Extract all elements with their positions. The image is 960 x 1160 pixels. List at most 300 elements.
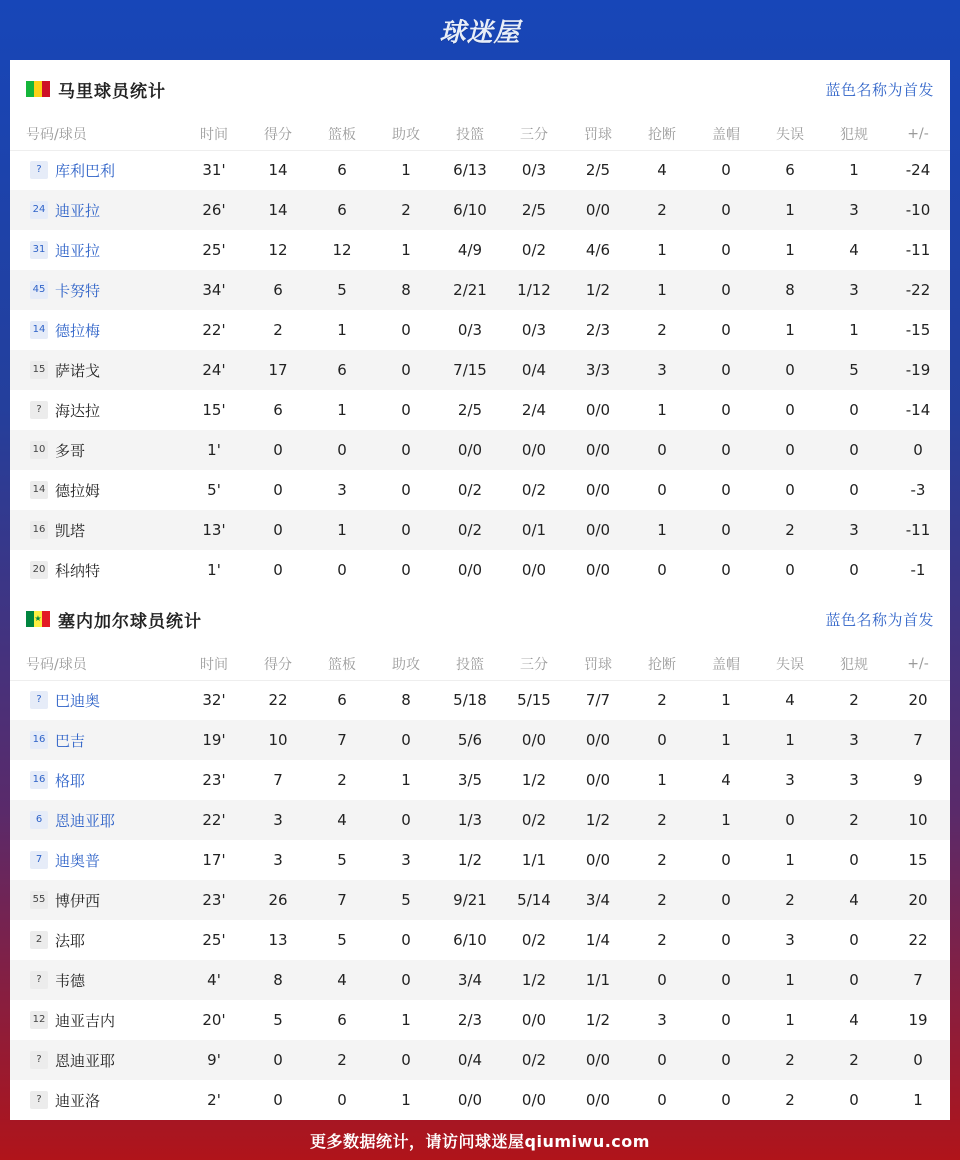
stat-cell: 2 bbox=[758, 880, 822, 920]
stat-cell: 12 bbox=[332, 241, 352, 259]
player-cell bbox=[10, 960, 182, 1000]
player-cell bbox=[10, 350, 182, 390]
stat-cell: 0 bbox=[630, 720, 694, 760]
stat-cell: 17 bbox=[246, 350, 310, 390]
stat-cell: 5/14 bbox=[502, 880, 566, 920]
stat-cell: 0 bbox=[886, 430, 950, 470]
stat-cell: 0/0 bbox=[585, 561, 611, 579]
stat-cell: 0/0 bbox=[566, 720, 630, 760]
stat-cell: 5' bbox=[207, 481, 221, 499]
stat-cell: 0 bbox=[310, 430, 374, 470]
stat-cell: 0 bbox=[721, 161, 731, 180]
player-cell bbox=[10, 880, 182, 920]
stat-cell: 2 bbox=[849, 691, 859, 710]
stat-cell: 17' bbox=[202, 851, 226, 869]
stat-cell: 5 bbox=[310, 270, 374, 310]
player-name: 迪奥普 bbox=[55, 851, 101, 870]
stat-cell: 0 bbox=[886, 1040, 950, 1080]
stat-cell: 2 bbox=[822, 800, 886, 840]
stat-cell: 2 bbox=[374, 190, 438, 230]
stat-cell: 0 bbox=[822, 430, 886, 470]
stat-cell: 1 bbox=[694, 720, 758, 760]
stat-cell: 15' bbox=[202, 401, 226, 419]
stat-cell: 1/2 bbox=[566, 800, 630, 840]
player-row bbox=[10, 310, 950, 350]
stat-cell: 0 bbox=[630, 960, 694, 1000]
stat-cell: 1 bbox=[758, 190, 822, 230]
section-title: 塞内加尔球员统计 bbox=[58, 611, 202, 632]
stat-cell: 26' bbox=[182, 190, 246, 230]
stat-cell: -14 bbox=[905, 401, 931, 419]
stat-cell: 3 bbox=[630, 350, 694, 390]
stat-cell: 0/0 bbox=[585, 1091, 611, 1109]
player-cell bbox=[10, 550, 182, 590]
stat-cell: 0 bbox=[401, 561, 411, 579]
column-header: 号码/球员 bbox=[26, 656, 87, 673]
stat-cell: 13' bbox=[182, 510, 246, 550]
player-name: 巴吉 bbox=[55, 731, 86, 750]
stat-cell: 6 bbox=[337, 1011, 347, 1029]
player-row bbox=[10, 270, 950, 310]
player-cell bbox=[10, 230, 182, 270]
stat-cell: 0/2 bbox=[502, 1040, 566, 1080]
stat-cell: 9/21 bbox=[438, 880, 502, 920]
column-header: 罚球 bbox=[584, 126, 612, 143]
stat-cell: 0/2 bbox=[521, 481, 547, 499]
player-row bbox=[10, 840, 950, 880]
stat-cell: 0/4 bbox=[502, 350, 566, 390]
stat-cell: 7 bbox=[886, 960, 950, 1000]
stat-cell: 1 bbox=[337, 401, 347, 419]
stat-cell: 8 bbox=[401, 691, 411, 710]
jersey-number-badge: 16 bbox=[30, 771, 48, 789]
stat-cell: 2/5 bbox=[502, 190, 566, 230]
stat-cell: 5 bbox=[374, 880, 438, 920]
jersey-number-badge: ? bbox=[30, 691, 48, 709]
player-row bbox=[10, 150, 950, 190]
stat-cell: 6 bbox=[310, 190, 374, 230]
stat-cell: 9 bbox=[913, 771, 923, 789]
stat-cell: 0 bbox=[273, 1091, 283, 1109]
stat-cell: 0 bbox=[630, 430, 694, 470]
player-name: 韦德 bbox=[55, 971, 86, 990]
jersey-number-badge: 14 bbox=[30, 481, 48, 499]
stat-cell: 6/10 bbox=[438, 190, 502, 230]
stat-cell: 0/0 bbox=[585, 401, 611, 419]
column-header: 时间 bbox=[200, 656, 228, 673]
jersey-number-badge: ? bbox=[30, 1051, 48, 1069]
jersey-number-badge: 14 bbox=[30, 321, 48, 339]
column-header: 三分 bbox=[520, 656, 548, 673]
stat-cell: 0/0 bbox=[457, 1091, 483, 1109]
stat-cell: 1' bbox=[182, 430, 246, 470]
stat-cell: 0 bbox=[721, 561, 731, 579]
stat-cell: 1 bbox=[758, 960, 822, 1000]
column-header: 三分 bbox=[520, 126, 548, 143]
stat-cell: 0 bbox=[849, 851, 859, 869]
stat-cell: 2 bbox=[822, 1040, 886, 1080]
stat-cell: 1 bbox=[785, 241, 795, 259]
stat-cell: 0 bbox=[694, 270, 758, 310]
stat-cell: 0 bbox=[273, 561, 283, 579]
stat-cell: 1 bbox=[758, 720, 822, 760]
column-header: 罚球 bbox=[584, 656, 612, 673]
stat-cell: 1/1 bbox=[521, 851, 547, 869]
stat-cell: 0 bbox=[374, 430, 438, 470]
player-cell bbox=[10, 150, 182, 190]
stat-cell: 23' bbox=[202, 771, 226, 789]
player-cell bbox=[10, 720, 182, 760]
stat-cell: 1/1 bbox=[566, 960, 630, 1000]
stat-cell: 0 bbox=[694, 430, 758, 470]
player-name: 海达拉 bbox=[55, 401, 101, 420]
player-name: 法耶 bbox=[55, 931, 86, 950]
footer-banner: 更多数据统计，请访问球迷屋qiumiwu.com bbox=[310, 1131, 650, 1151]
stat-cell: 0 bbox=[374, 720, 438, 760]
player-row bbox=[10, 1000, 950, 1040]
stat-cell: 22 bbox=[908, 931, 928, 949]
stat-cell: 20 bbox=[908, 691, 928, 710]
stat-cell: 14 bbox=[268, 161, 288, 180]
stat-cell: 0 bbox=[401, 321, 411, 339]
column-header: 篮板 bbox=[328, 656, 356, 673]
stat-cell: 6 bbox=[337, 691, 347, 710]
stat-cell: 0 bbox=[374, 350, 438, 390]
jersey-number-badge: 45 bbox=[30, 281, 48, 299]
stat-cell: -22 bbox=[886, 270, 950, 310]
column-header: 犯规 bbox=[840, 656, 868, 673]
stat-cell: 3 bbox=[785, 771, 795, 789]
stat-cell: 19' bbox=[182, 720, 246, 760]
column-header: 犯规 bbox=[840, 126, 868, 143]
stat-cell: 0 bbox=[721, 241, 731, 259]
player-stats-table bbox=[10, 118, 950, 590]
stat-cell: 3 bbox=[822, 190, 886, 230]
stat-cell: 3/4 bbox=[566, 880, 630, 920]
stat-cell: 6/10 bbox=[453, 931, 487, 949]
stat-cell: 0/0 bbox=[585, 851, 611, 869]
stat-cell: 0 bbox=[273, 481, 283, 499]
stats-panel bbox=[10, 60, 950, 1120]
stat-cell: 0 bbox=[785, 561, 795, 579]
player-name: 卡努特 bbox=[55, 281, 101, 300]
stat-cell: 0 bbox=[849, 931, 859, 949]
stat-cell: 1 bbox=[630, 510, 694, 550]
stat-cell: 1/2 bbox=[457, 851, 483, 869]
section-title: 马里球员统计 bbox=[58, 81, 166, 102]
jersey-number-badge: 20 bbox=[30, 561, 48, 579]
jersey-number-badge: 10 bbox=[30, 441, 48, 459]
stat-cell: 0 bbox=[401, 931, 411, 949]
stat-cell: 0 bbox=[721, 321, 731, 339]
stat-cell: 3/3 bbox=[566, 350, 630, 390]
stat-cell: 2 bbox=[630, 880, 694, 920]
stat-cell: 4 bbox=[785, 691, 795, 710]
stat-cell: 0 bbox=[721, 931, 731, 949]
jersey-number-badge: 31 bbox=[30, 241, 48, 259]
stat-cell: 0 bbox=[374, 800, 438, 840]
stat-cell: 1 bbox=[785, 851, 795, 869]
player-row bbox=[10, 230, 950, 270]
stat-cell: 4 bbox=[849, 241, 859, 259]
jersey-number-badge: ? bbox=[30, 1091, 48, 1109]
stat-cell: 2/5 bbox=[585, 161, 611, 180]
player-row bbox=[10, 390, 950, 430]
stat-cell: 2 bbox=[273, 321, 283, 339]
stat-cell: 31' bbox=[202, 161, 226, 180]
stat-cell: 0 bbox=[758, 430, 822, 470]
player-row bbox=[10, 880, 950, 920]
stat-cell: 1/2 bbox=[566, 270, 630, 310]
column-header: 抢断 bbox=[648, 126, 676, 143]
stat-cell: 0 bbox=[758, 350, 822, 390]
column-header: 投篮 bbox=[456, 126, 484, 143]
stat-cell: 5 bbox=[822, 350, 886, 390]
stat-cell: 25' bbox=[202, 241, 226, 259]
jersey-number-badge: 55 bbox=[30, 891, 48, 909]
jersey-number-badge: 6 bbox=[30, 811, 48, 829]
stat-cell: 3 bbox=[246, 800, 310, 840]
player-row bbox=[10, 550, 950, 590]
stat-cell: 9' bbox=[182, 1040, 246, 1080]
stat-cell: 4 bbox=[822, 880, 886, 920]
stat-cell: 1/2 bbox=[585, 1011, 611, 1029]
player-cell bbox=[10, 1000, 182, 1040]
stat-cell: 0/3 bbox=[521, 321, 547, 339]
player-cell bbox=[10, 310, 182, 350]
column-header: 盖帽 bbox=[712, 126, 740, 143]
stat-cell: 0 bbox=[337, 561, 347, 579]
stat-cell: 0 bbox=[694, 190, 758, 230]
stat-cell: 3/5 bbox=[457, 771, 483, 789]
table-header-row bbox=[10, 648, 950, 680]
stat-cell: 0 bbox=[721, 481, 731, 499]
jersey-number-badge: 2 bbox=[30, 931, 48, 949]
stat-cell: 0/0 bbox=[502, 720, 566, 760]
stat-cell: 6 bbox=[337, 161, 347, 180]
stat-cell: 0 bbox=[849, 561, 859, 579]
player-row bbox=[10, 680, 950, 720]
stat-cell: 2/3 bbox=[585, 321, 611, 339]
stat-cell: 2/5 bbox=[457, 401, 483, 419]
stat-cell: 2 bbox=[657, 321, 667, 339]
stat-cell: 3/4 bbox=[438, 960, 502, 1000]
stat-cell: 10 bbox=[246, 720, 310, 760]
stat-cell: 6 bbox=[785, 161, 795, 180]
stat-cell: 2 bbox=[785, 1091, 795, 1109]
player-name: 萨诺戈 bbox=[55, 361, 101, 380]
site-logo: 球迷屋 bbox=[439, 17, 521, 48]
stat-cell: 0 bbox=[246, 510, 310, 550]
stat-cell: 1 bbox=[785, 1011, 795, 1029]
stat-cell: 4 bbox=[310, 960, 374, 1000]
stat-cell: 0/1 bbox=[502, 510, 566, 550]
stat-cell: 2 bbox=[310, 1040, 374, 1080]
stat-cell: 1 bbox=[785, 321, 795, 339]
player-cell bbox=[10, 270, 182, 310]
stat-cell: 0 bbox=[694, 510, 758, 550]
player-row bbox=[10, 190, 950, 230]
stat-cell: 0 bbox=[630, 1040, 694, 1080]
stat-cell: 0 bbox=[401, 481, 411, 499]
stat-cell: 20' bbox=[202, 1011, 226, 1029]
stat-cell: 1 bbox=[721, 691, 731, 710]
stat-cell: 8 bbox=[246, 960, 310, 1000]
stat-cell: 2 bbox=[657, 931, 667, 949]
player-row bbox=[10, 510, 950, 550]
player-cell bbox=[10, 840, 182, 880]
stat-cell: 0 bbox=[785, 401, 795, 419]
stat-cell: 3 bbox=[337, 481, 347, 499]
stat-cell: 1/3 bbox=[438, 800, 502, 840]
stat-cell: 2' bbox=[207, 1091, 221, 1109]
player-name: 巴迪奥 bbox=[55, 691, 101, 710]
stat-cell: 22 bbox=[268, 691, 288, 710]
player-cell bbox=[10, 800, 182, 840]
stat-cell: -3 bbox=[910, 481, 926, 499]
stat-cell: 1 bbox=[657, 241, 667, 259]
stat-cell: 0/3 bbox=[457, 321, 483, 339]
stat-cell: 7/7 bbox=[585, 691, 611, 710]
stat-cell: 6 bbox=[246, 270, 310, 310]
stat-cell: -19 bbox=[886, 350, 950, 390]
stat-cell: 3 bbox=[822, 720, 886, 760]
stat-cell: 5 bbox=[337, 851, 347, 869]
stat-cell: 0/0 bbox=[566, 190, 630, 230]
player-row bbox=[10, 1080, 950, 1120]
stat-cell: 0 bbox=[401, 401, 411, 419]
player-cell bbox=[10, 760, 182, 800]
stat-cell: 2 bbox=[657, 691, 667, 710]
stat-cell: 0/2 bbox=[521, 241, 547, 259]
stat-cell: 2 bbox=[758, 510, 822, 550]
stat-cell: 0 bbox=[849, 481, 859, 499]
stat-cell: -11 bbox=[886, 510, 950, 550]
stat-cell: 22' bbox=[202, 321, 226, 339]
stat-cell: 1 bbox=[913, 1091, 923, 1109]
stat-cell: 1 bbox=[337, 321, 347, 339]
stat-cell: 0 bbox=[758, 800, 822, 840]
player-name: 库利巴利 bbox=[55, 161, 116, 180]
stat-cell: 3 bbox=[657, 1011, 667, 1029]
player-row bbox=[10, 720, 950, 760]
stat-cell: 5/15 bbox=[517, 691, 551, 710]
column-header: 篮板 bbox=[328, 126, 356, 143]
stat-cell: 2 bbox=[630, 800, 694, 840]
column-header: +/- bbox=[907, 655, 929, 672]
jersey-number-badge: ? bbox=[30, 401, 48, 419]
starter-legend: 蓝色名称为首发 bbox=[825, 80, 934, 99]
stat-cell: 4 bbox=[849, 1011, 859, 1029]
stat-cell: 2/3 bbox=[457, 1011, 483, 1029]
column-header: 失误 bbox=[776, 656, 804, 673]
stat-cell: 5/6 bbox=[438, 720, 502, 760]
stat-cell: 20 bbox=[886, 880, 950, 920]
jersey-number-badge: 7 bbox=[30, 851, 48, 869]
stat-cell: 0 bbox=[657, 561, 667, 579]
column-header: 失误 bbox=[776, 126, 804, 143]
stat-cell: -10 bbox=[886, 190, 950, 230]
stat-cell: 1 bbox=[657, 771, 667, 789]
stat-cell: 1 bbox=[657, 401, 667, 419]
stat-cell: 0/0 bbox=[521, 561, 547, 579]
stat-cell: 0 bbox=[721, 851, 731, 869]
stat-cell: 1 bbox=[630, 270, 694, 310]
stat-cell: 2 bbox=[337, 771, 347, 789]
stat-cell: 0/0 bbox=[585, 771, 611, 789]
stat-cell: 0/2 bbox=[521, 931, 547, 949]
section-header bbox=[10, 590, 950, 648]
stat-cell: 0 bbox=[822, 960, 886, 1000]
player-row bbox=[10, 960, 950, 1000]
player-name: 迪亚洛 bbox=[55, 1091, 101, 1110]
stat-cell: 22' bbox=[182, 800, 246, 840]
section-header bbox=[10, 60, 950, 118]
player-row bbox=[10, 350, 950, 390]
stat-cell: 7 bbox=[886, 720, 950, 760]
table-header-row bbox=[10, 118, 950, 150]
column-header: 投篮 bbox=[456, 656, 484, 673]
column-header: 时间 bbox=[200, 126, 228, 143]
player-name: 德拉梅 bbox=[55, 321, 101, 340]
stat-cell: 0/4 bbox=[438, 1040, 502, 1080]
stat-cell: 1/4 bbox=[585, 931, 611, 949]
stat-cell: 0 bbox=[246, 430, 310, 470]
stat-cell: 1/12 bbox=[502, 270, 566, 310]
jersey-number-badge: ? bbox=[30, 971, 48, 989]
player-name: 多哥 bbox=[55, 441, 86, 460]
stat-cell: 0 bbox=[657, 481, 667, 499]
stat-cell: 7 bbox=[273, 771, 283, 789]
stat-cell: 0 bbox=[721, 1091, 731, 1109]
player-name: 恩迪亚耶 bbox=[55, 811, 116, 830]
senegal-flag-icon: ★ bbox=[26, 611, 50, 627]
stat-cell: -24 bbox=[905, 161, 931, 180]
stat-cell: 3 bbox=[785, 931, 795, 949]
stat-cell: 19 bbox=[908, 1011, 928, 1029]
stat-cell: 1 bbox=[401, 241, 411, 259]
mali-flag-icon bbox=[26, 81, 50, 97]
stat-cell: -15 bbox=[905, 321, 931, 339]
stat-cell: 0 bbox=[374, 1040, 438, 1080]
column-header: 抢断 bbox=[648, 656, 676, 673]
column-header: 得分 bbox=[264, 126, 292, 143]
jersey-number-badge: 15 bbox=[30, 361, 48, 379]
player-cell bbox=[10, 680, 182, 720]
stat-cell: 0/2 bbox=[438, 510, 502, 550]
jersey-number-badge: 12 bbox=[30, 1011, 48, 1029]
stat-cell: 4' bbox=[182, 960, 246, 1000]
player-cell bbox=[10, 390, 182, 430]
stat-cell: 1 bbox=[310, 510, 374, 550]
stat-cell: 6/13 bbox=[453, 161, 487, 180]
player-row bbox=[10, 470, 950, 510]
stat-cell: 0 bbox=[721, 401, 731, 419]
stat-cell: 0 bbox=[246, 1040, 310, 1080]
stat-cell: 1 bbox=[401, 771, 411, 789]
stat-cell: 3 bbox=[822, 510, 886, 550]
stat-cell: 0/0 bbox=[438, 430, 502, 470]
stat-cell: 2 bbox=[657, 851, 667, 869]
player-row bbox=[10, 430, 950, 470]
player-cell bbox=[10, 920, 182, 960]
stat-cell: 1 bbox=[401, 1011, 411, 1029]
column-header: 助攻 bbox=[392, 126, 420, 143]
stat-cell: 0/0 bbox=[566, 1040, 630, 1080]
stat-cell: 0 bbox=[721, 1011, 731, 1029]
stat-cell: 10 bbox=[886, 800, 950, 840]
stat-cell: 5 bbox=[337, 931, 347, 949]
